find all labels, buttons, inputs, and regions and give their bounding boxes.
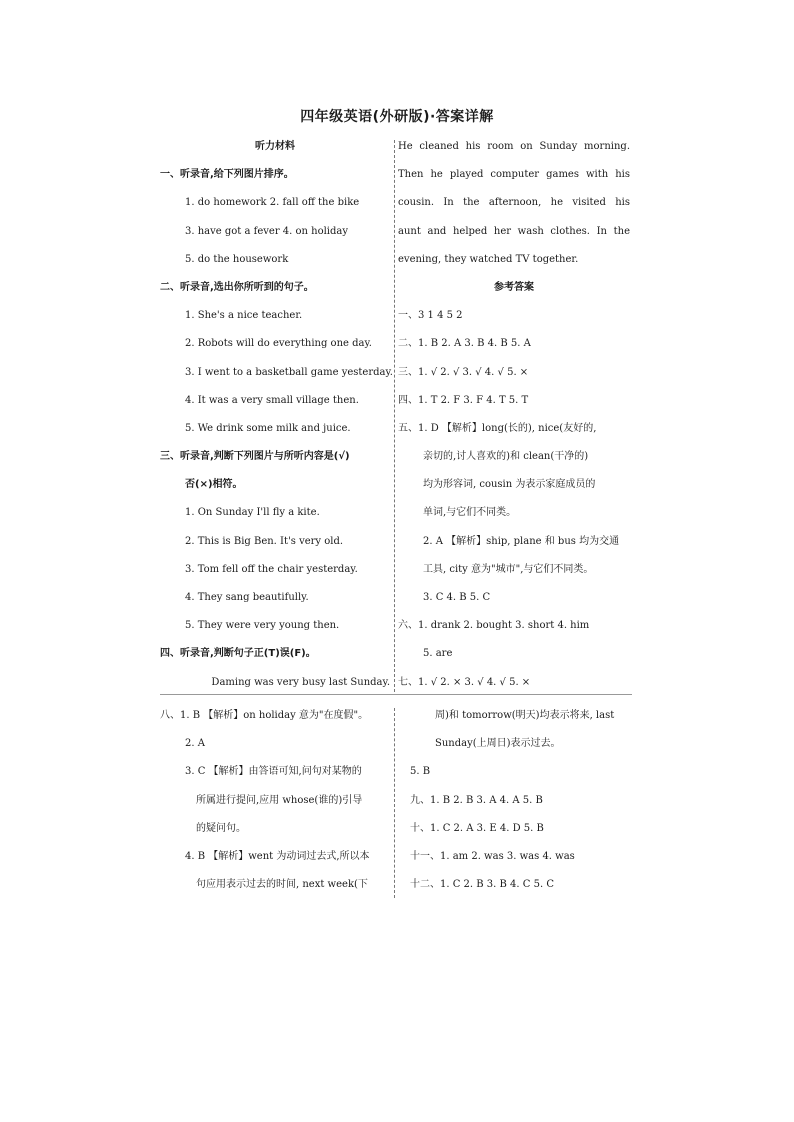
text-line: 3. I went to a basketball game yesterday. <box>185 366 393 378</box>
text-line: 一、听录音,给下列图片排序。 <box>160 169 294 181</box>
text-line: Daming was very busy last Sunday. <box>211 676 390 688</box>
text-line: 十一、1. am 2. was 3. was 4. was <box>410 850 575 862</box>
text-line: aunt and helped her wash clothes. In the <box>398 225 630 237</box>
text-line: 4. They sang beautifully. <box>185 592 309 603</box>
text-line: 2. Robots will do everything one day. <box>185 338 372 350</box>
text-line: 5. B <box>410 766 431 778</box>
text-line: 5. do the housework <box>185 253 289 265</box>
text-line: 八、1. B 【解析】on holiday 意为"在度假"。 <box>160 710 369 721</box>
answers-column-bottom-right <box>410 702 632 899</box>
text-line: 3. C 【解析】由答语可知,问句对某物的 <box>185 766 362 778</box>
text-line: 的疑问句。 <box>196 822 246 834</box>
text-line: 2. A 【解析】ship, plane 和 bus 均为交通 <box>423 535 620 547</box>
text-line: 九、1. B 2. B 3. A 4. A 5. B <box>410 794 543 806</box>
text-line: 2. A <box>185 738 205 750</box>
text-line: 三、1. √ 2. √ 3. √ 4. √ 5. × <box>398 366 529 378</box>
section-divider <box>160 694 632 695</box>
text-line: evening, they watched TV together. <box>398 253 579 265</box>
text-line: He cleaned his room on Sunday morning. <box>398 141 630 152</box>
text-line: 4. It was a very small village then. <box>185 394 359 406</box>
text-line: 5. They were very young then. <box>185 620 340 632</box>
text-line: 1. On Sunday I'll fly a kite. <box>185 507 320 519</box>
page-title: 四年级英语(外研版)·答案详解 <box>300 109 494 125</box>
reference-answer-lines <box>398 302 630 697</box>
answers-column-top <box>398 133 630 697</box>
text-line: 4. B 【解析】went 为动词过去式,所以本 <box>185 850 370 862</box>
text-line: 2. This is Big Ben. It's very old. <box>185 535 344 547</box>
text-line: 四、1. T 2. F 3. F 4. T 5. T <box>398 394 529 406</box>
text-line: Sunday(上周日)表示过去。 <box>435 738 561 750</box>
column-divider-top <box>394 140 395 692</box>
column-divider-bottom <box>394 708 395 898</box>
text-line: 三、听录音,判断下列图片与所听内容是(√) <box>160 451 350 463</box>
text-line: 七、1. √ 2. × 3. √ 4. √ 5. × <box>398 676 531 688</box>
text-line: 否(×)相符。 <box>185 479 243 491</box>
text-line: 3. C 4. B 5. C <box>423 592 491 603</box>
answer-lines-right <box>410 702 632 899</box>
text-line: 5. are <box>423 648 453 660</box>
text-line: 所属进行提问,应用 whose(谁的)引导 <box>196 794 363 806</box>
text-line: 1. do homework 2. fall off the bike <box>185 197 360 209</box>
text-line: 单词,与它们不同类。 <box>423 507 517 519</box>
text-line: 亲切的,讨人喜欢的)和 clean(干净的) <box>423 451 589 463</box>
text-line: 十二、1. C 2. B 3. B 4. C 5. C <box>410 879 554 891</box>
listening-material-lines <box>160 161 393 697</box>
answer-lines-left <box>160 702 392 899</box>
text-line: 周)和 tomorrow(明天)均表示将来, last <box>435 710 615 721</box>
text-line: 二、听录音,选出你所听到的句子。 <box>160 281 314 293</box>
text-line: 一、3 1 4 5 2 <box>398 310 463 322</box>
text-line: 1. She's a nice teacher. <box>185 310 303 322</box>
text-line: Then he played computer games with his <box>398 169 630 181</box>
text-line: 3. have got a fever 4. on holiday <box>185 225 349 237</box>
text-line: 五、1. D 【解析】long(长的), nice(友好的, <box>398 422 597 434</box>
listening-continued-lines <box>398 133 630 274</box>
text-line: 十、1. C 2. A 3. E 4. D 5. B <box>410 822 544 834</box>
text-line: 5. We drink some milk and juice. <box>185 422 351 434</box>
answers-column-bottom-left <box>160 702 392 899</box>
text-line: 四、听录音,判断句子正(T)误(F)。 <box>160 648 316 660</box>
listening-material-column <box>160 133 393 697</box>
text-line: 句应用表示过去的时间, next week(下 <box>196 879 368 891</box>
text-line: cousin. In the afternoon, he visited his <box>398 197 630 209</box>
reference-answers-heading: 参考答案 <box>494 281 534 293</box>
text-line: 六、1. drank 2. bought 3. short 4. him <box>398 620 590 632</box>
text-line: 3. Tom fell off the chair yesterday. <box>185 563 358 575</box>
text-line: 二、1. B 2. A 3. B 4. B 5. A <box>398 338 531 350</box>
text-line: 工具, city 意为"城市",与它们不同类。 <box>423 563 594 575</box>
text-line: 均为形容词, cousin 为表示家庭成员的 <box>423 479 596 491</box>
listening-material-heading: 听力材料 <box>255 141 295 152</box>
